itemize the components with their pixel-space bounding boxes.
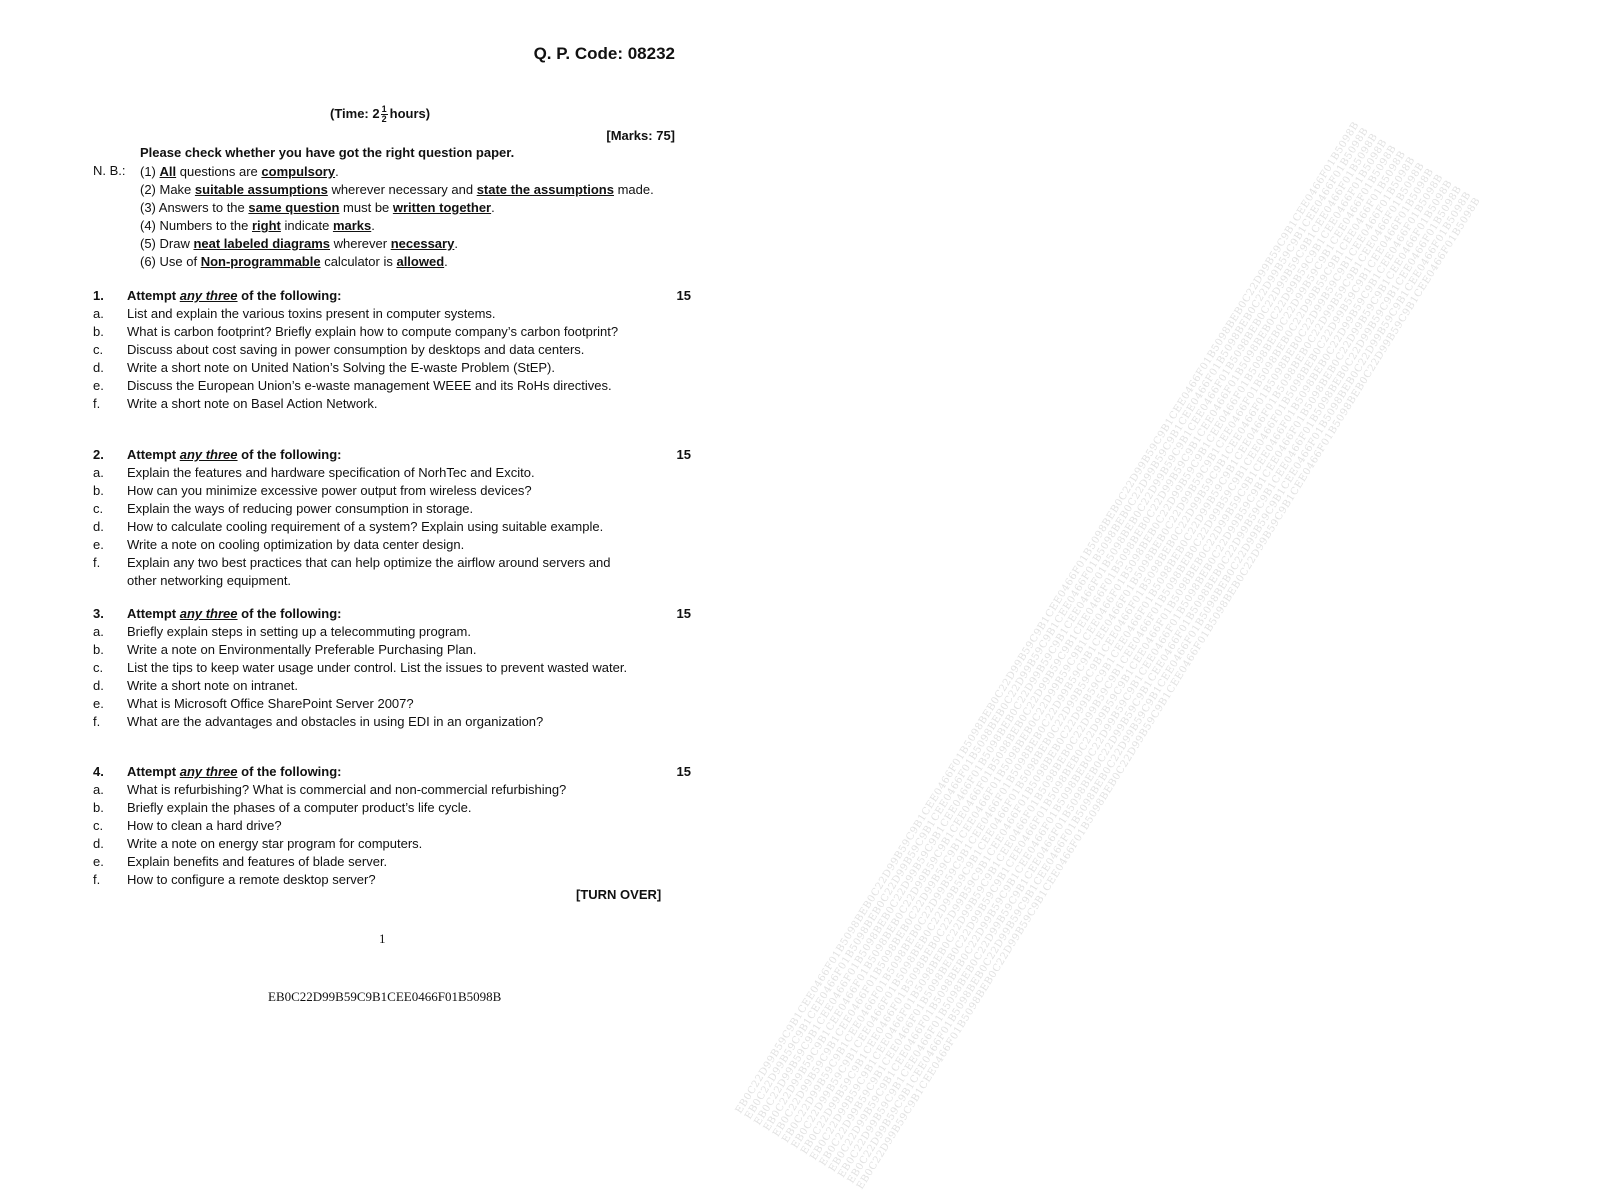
instruction-text: of the following: <box>237 447 342 462</box>
instruction-text: of the following: <box>237 606 342 621</box>
note-emphasis: neat labeled diagrams <box>193 236 331 251</box>
note-emphasis: Non-programmable <box>200 254 321 269</box>
notes-list <box>140 163 654 271</box>
exam-time <box>330 105 430 124</box>
question-instruction <box>127 763 342 781</box>
sub-question-text: Briefly explain steps in setting up a telecommuting program. <box>127 624 471 639</box>
sub-question-letter: c. <box>93 818 104 833</box>
turn-over: [TURN OVER] <box>576 887 662 902</box>
check-notice: Please check whether you have got the right question paper. <box>140 145 515 160</box>
sub-question-letter: a. <box>93 465 104 480</box>
instruction-text: Attempt <box>127 764 180 779</box>
notes-label: N. B.: <box>93 163 126 178</box>
note-text: (3) Answers to the <box>140 200 249 215</box>
sub-question <box>93 713 693 731</box>
sub-question-letter: e. <box>93 378 104 393</box>
note-text: wherever <box>330 236 391 251</box>
note-emphasis: written together <box>392 200 492 215</box>
question-number: 1. <box>93 288 104 303</box>
sub-question-letter: b. <box>93 324 104 339</box>
sub-question-text: Explain any two best practices that can help optimize the airflow around servers and other networking equipment. <box>127 555 611 588</box>
document-hash: EB0C22D99B59C9B1CEE0466F01B5098B <box>268 989 502 1004</box>
note-text: (5) Draw <box>140 236 194 251</box>
question-instruction <box>127 605 342 623</box>
question-block <box>93 605 693 731</box>
note-text: questions are <box>176 164 262 179</box>
note-item <box>140 163 654 181</box>
sub-question-text: Write a short note on United Nation’s Solving the E-waste Problem (StEP). <box>127 360 555 375</box>
note-text: calculator is <box>320 254 397 269</box>
sub-question-text: Write a short note on Basel Action Network. <box>127 396 378 411</box>
sub-question-text: List the tips to keep water usage under control. List the issues to prevent wasted water. <box>127 660 628 675</box>
sub-question-letter: c. <box>93 660 104 675</box>
question-marks: 15 <box>676 606 691 621</box>
sub-question-text: How can you minimize excessive power output from wireless devices? <box>127 483 532 498</box>
question-marks: 15 <box>676 764 691 779</box>
sub-question-letter: d. <box>93 519 104 534</box>
note-text: (6) Use of <box>140 254 201 269</box>
watermark <box>690 0 1483 1191</box>
sub-question-text: Write a note on energy star program for computers. <box>127 836 423 851</box>
sub-question <box>93 677 693 695</box>
note-text: (4) Numbers to the <box>140 218 252 233</box>
sub-question <box>93 659 693 677</box>
sub-question-letter: f. <box>93 396 101 411</box>
note-text: . <box>371 218 375 233</box>
time-suffix: hours) <box>389 105 431 121</box>
note-text: . <box>335 164 339 179</box>
sub-question <box>93 464 693 482</box>
sub-question-text: Explain the ways of reducing power consumption in storage. <box>127 501 474 516</box>
sub-question-text: Explain the features and hardware specification of NorhTec and Excito. <box>127 465 535 480</box>
sub-question-text: What is carbon footprint? Briefly explain how to compute company’s carbon footprint? <box>127 324 619 339</box>
question-block <box>93 446 693 590</box>
sub-question <box>93 835 693 853</box>
note-text: . <box>491 200 495 215</box>
sub-question-text: Write a note on cooling optimization by data center design. <box>127 537 465 552</box>
sub-question <box>93 305 693 323</box>
note-text: indicate <box>280 218 333 233</box>
sub-question-letter: d. <box>93 836 104 851</box>
sub-question-text: Discuss the European Union’s e-waste management WEEE and its RoHs directives. <box>127 378 612 393</box>
note-emphasis: state the assumptions <box>476 182 614 197</box>
instruction-text: Attempt <box>127 606 180 621</box>
sub-question-text: How to configure a remote desktop server? <box>127 872 376 887</box>
question-marks: 15 <box>676 447 691 462</box>
note-emphasis: same question <box>248 200 340 215</box>
note-emphasis: marks <box>332 218 372 233</box>
sub-question-letter: c. <box>93 501 104 516</box>
sub-question-letter: e. <box>93 854 104 869</box>
sub-question-letter: d. <box>93 678 104 693</box>
note-text: . <box>444 254 448 269</box>
sub-question <box>93 500 693 518</box>
note-emphasis: compulsory <box>261 164 336 179</box>
sub-question-letter: c. <box>93 342 104 357</box>
question-block <box>93 763 693 889</box>
question-number: 4. <box>93 764 104 779</box>
note-emphasis: suitable assumptions <box>194 182 328 197</box>
sub-question-letter: e. <box>93 696 104 711</box>
question-header <box>93 763 693 781</box>
instruction-text: of the following: <box>237 288 342 303</box>
sub-question <box>93 799 693 817</box>
sub-question <box>93 817 693 835</box>
note-text: wherever necessary and <box>327 182 477 197</box>
sub-question <box>93 395 693 413</box>
sub-question-text: How to clean a hard drive? <box>127 818 282 833</box>
question-header <box>93 446 693 464</box>
sub-question-text: How to calculate cooling requirement of a system? Explain using suitable example. <box>127 519 604 534</box>
sub-question-text: Write a note on Environmentally Preferable Purchasing Plan. <box>127 642 477 657</box>
sub-question <box>93 641 693 659</box>
instruction-text: Attempt <box>127 447 180 462</box>
sub-question-text: What is Microsoft Office SharePoint Server 2007? <box>127 696 414 711</box>
sub-question-letter: f. <box>93 714 101 729</box>
sub-question-letter: f. <box>93 555 101 570</box>
sub-question <box>93 341 693 359</box>
sub-question-text: Explain benefits and features of blade server. <box>127 854 388 869</box>
fraction-numerator: 1 <box>381 104 387 114</box>
question-number: 2. <box>93 447 104 462</box>
instruction-text: of the following: <box>237 764 342 779</box>
instruction-emphasis: any three <box>179 606 238 621</box>
note-item <box>140 199 654 217</box>
sub-question <box>93 695 693 713</box>
note-item <box>140 253 654 271</box>
note-text: made. <box>613 182 654 197</box>
note-emphasis: right <box>252 218 281 233</box>
note-emphasis: allowed <box>396 254 445 269</box>
sub-question-letter: f. <box>93 872 101 887</box>
note-text: (2) Make <box>140 182 195 197</box>
sub-question <box>93 554 693 590</box>
question-header <box>93 287 693 305</box>
sub-question <box>93 518 693 536</box>
note-text: . <box>454 236 458 251</box>
note-emphasis: necessary <box>390 236 455 251</box>
sub-question <box>93 536 693 554</box>
sub-question-letter: b. <box>93 800 104 815</box>
instruction-emphasis: any three <box>179 288 238 303</box>
sub-question <box>93 853 693 871</box>
instruction-text: Attempt <box>127 288 180 303</box>
sub-question <box>93 323 693 341</box>
time-prefix: (Time: 2 <box>330 105 380 121</box>
note-emphasis: All <box>159 164 177 179</box>
watermark-hash-pattern: EB0C22D99B59C9B1CEE0466F01B5098BEB0C22D99B59C9B1CEE0466F01B5098BEB0C22D99B59C9B1CEE0466F01B5098BEB0C22D99B59C9B1CEE0466F01B5098BEB0C22D99B59C9B1CEE0466F01B5098B EB0C22D99B59C9B1CEE0466F01B5098BEB0C22D99B59C9B1CEE0466F01B5098BEB0C22D99B59C9B1CEE0466F01B5098BEB0C22D99B59C9B1CEE0466F01B5098BEB0C22D99B59C9B1CEE0466F01B5098B EB0C22D99B59C9B1CEE0466F01B5098BEB0C22D99B59C9B1CEE0466F01B5098BEB0C22D99B59C9B1CEE0466F01B5098BEB0C22D99B59C9B1CEE0466F01B5098BEB0C22D99B59C9B1CEE0466F01B5098B EB0C22D99B59C9B1CEE0466F01B5098BEB0C22D99B59C9B1CEE0466F01B5098BEB0C22D99B59C9B1CEE0466F01B5098BEB0C22D99B59C9B1CEE0466F01B5098BEB0C22D99B59C9B1CEE0466F01B5098B EB0C22D99B59C9B1CEE0466F01B5098BEB0C22D99B59C9B1CEE0466F01B5098BEB0C22D99B59C9B1CEE0466F01B5098BEB0C22D99B59C9B1CEE0466F01B5098BEB0C22D99B59C9B1CEE0466F01B5098B EB0C22D99B59C9B1CEE0466F01B5098BEB0C22D99B59C9B1CEE0466F01B5098BEB0C22D99B59C9B1CEE0466F01B5098BEB0C22D99B59C9B1CEE0466F01B5098BEB0C22D99B59C9B1CEE0466F01B5098B EB0C22D99B59C9B1CEE0466F01B5098BEB0C22D99B59C9B1CEE0466F01B5098BEB0C22D99B59C9B1CEE0466F01B5098BEB0C22D99B59C9B1CEE0466F01B5098BEB0C22D99B59C9B1CEE0466F01B5098B EB0C22D99B59C9B1CEE0466F01B5098BEB0C22D99B59C9B1CEE0466F01B5098BEB0C22D99B59C9B1CEE0466F01B5098BEB0C22D99B59C9B1CEE0466F01B5098BEB0C22D99B59C9B1CEE0466F01B5098B EB0C22D99B59C9B1CEE0466F01B5098BEB0C22D99B59C9B1CEE0466F01B5098BEB0C22D99B59C9B1CEE0466F01B5098BEB0C22D99B59C9B1CEE0466F01B5098BEB0C22D99B59C9B1CEE0466F01B5098B EB0C22D99B59C9B1CEE0466F01B5098BEB0C22D99B59C9B1CEE0466F01B5098BEB0C22D99B59C9B1CEE0466F01B5098BEB0C22D99B59C9B1CEE0466F01B5098BEB0C22D99B59C9B1CEE0466F01B5098B EB0C22D99B59C9B1CEE0466F01B5098BEB0C22D99B59C9B1CEE0466F01B5098BEB0C22D99B59C9B1CEE0466F01B5098BEB0C22D99B59C9B1CEE0466F01B5098BEB0C22D99B59C9B1CEE0466F01B5098B EB0C22D99B59C9B1CEE0466F01B5098BEB0C22D99B59C9B1CEE0466F01B5098BEB0C22D99B59C9B1CEE0466F01B5098BEB0C22D99B59C9B1CEE0466F01B5098BEB0C22D99B59C9B1CEE0466F01B5098B EB0C22D99B59C9B1CEE0466F01B5098BEB0C22D99B59C9B1CEE0466F01B5098BEB0C22D99B59C9B1CEE0466F01B5098BEB0C22D99B59C9B1CEE0466F01B5098BEB0C22D99B59C9B1CEE0466F01B5098B EB0C22D99B59C9B1CEE0466F01B5098BEB0C22D99B59C9B1CEE0466F01B5098BEB0C22D99B59C9B1CEE0466F01B5098BEB0C22D99B59C9B1CEE0466F01B5098BEB0C22D99B59C9B1CEE0466F01B5098B <box>733 119 1483 1191</box>
question-block <box>93 287 693 413</box>
sub-question-letter: b. <box>93 483 104 498</box>
question-instruction <box>127 446 342 464</box>
fraction-denominator: 2 <box>381 114 387 124</box>
note-item <box>140 217 654 235</box>
sub-question-letter: b. <box>93 642 104 657</box>
qp-code: Q. P. Code: 08232 <box>533 44 675 63</box>
sub-question-text: List and explain the various toxins present in computer systems. <box>127 306 496 321</box>
sub-question-text: What is refurbishing? What is commercial and non-commercial refurbishing? <box>127 782 567 797</box>
sub-question-letter: d. <box>93 360 104 375</box>
sub-question <box>93 623 693 641</box>
sub-question <box>93 377 693 395</box>
sub-question-letter: a. <box>93 624 104 639</box>
sub-question-letter: e. <box>93 537 104 552</box>
sub-question-text: Briefly explain the phases of a computer product’s life cycle. <box>127 800 472 815</box>
sub-question <box>93 359 693 377</box>
question-number: 3. <box>93 606 104 621</box>
question-instruction <box>127 287 342 305</box>
note-text: must be <box>339 200 393 215</box>
note-item <box>140 181 654 199</box>
sub-question-text: Write a short note on intranet. <box>127 678 299 693</box>
question-marks: 15 <box>676 288 691 303</box>
time-fraction <box>381 105 388 124</box>
sub-question <box>93 781 693 799</box>
sub-question <box>93 482 693 500</box>
sub-question-text: Discuss about cost saving in power consumption by desktops and data centers. <box>127 342 585 357</box>
page-number: 1 <box>379 931 386 946</box>
sub-question-letter: a. <box>93 306 104 321</box>
instruction-emphasis: any three <box>179 447 238 462</box>
note-item <box>140 235 654 253</box>
question-header <box>93 605 693 623</box>
sub-question-text: What are the advantages and obstacles in using EDI in an organization? <box>127 714 544 729</box>
total-marks: [Marks: 75] <box>606 128 675 143</box>
instruction-emphasis: any three <box>179 764 238 779</box>
note-text: (1) <box>140 164 160 179</box>
sub-question-letter: a. <box>93 782 104 797</box>
